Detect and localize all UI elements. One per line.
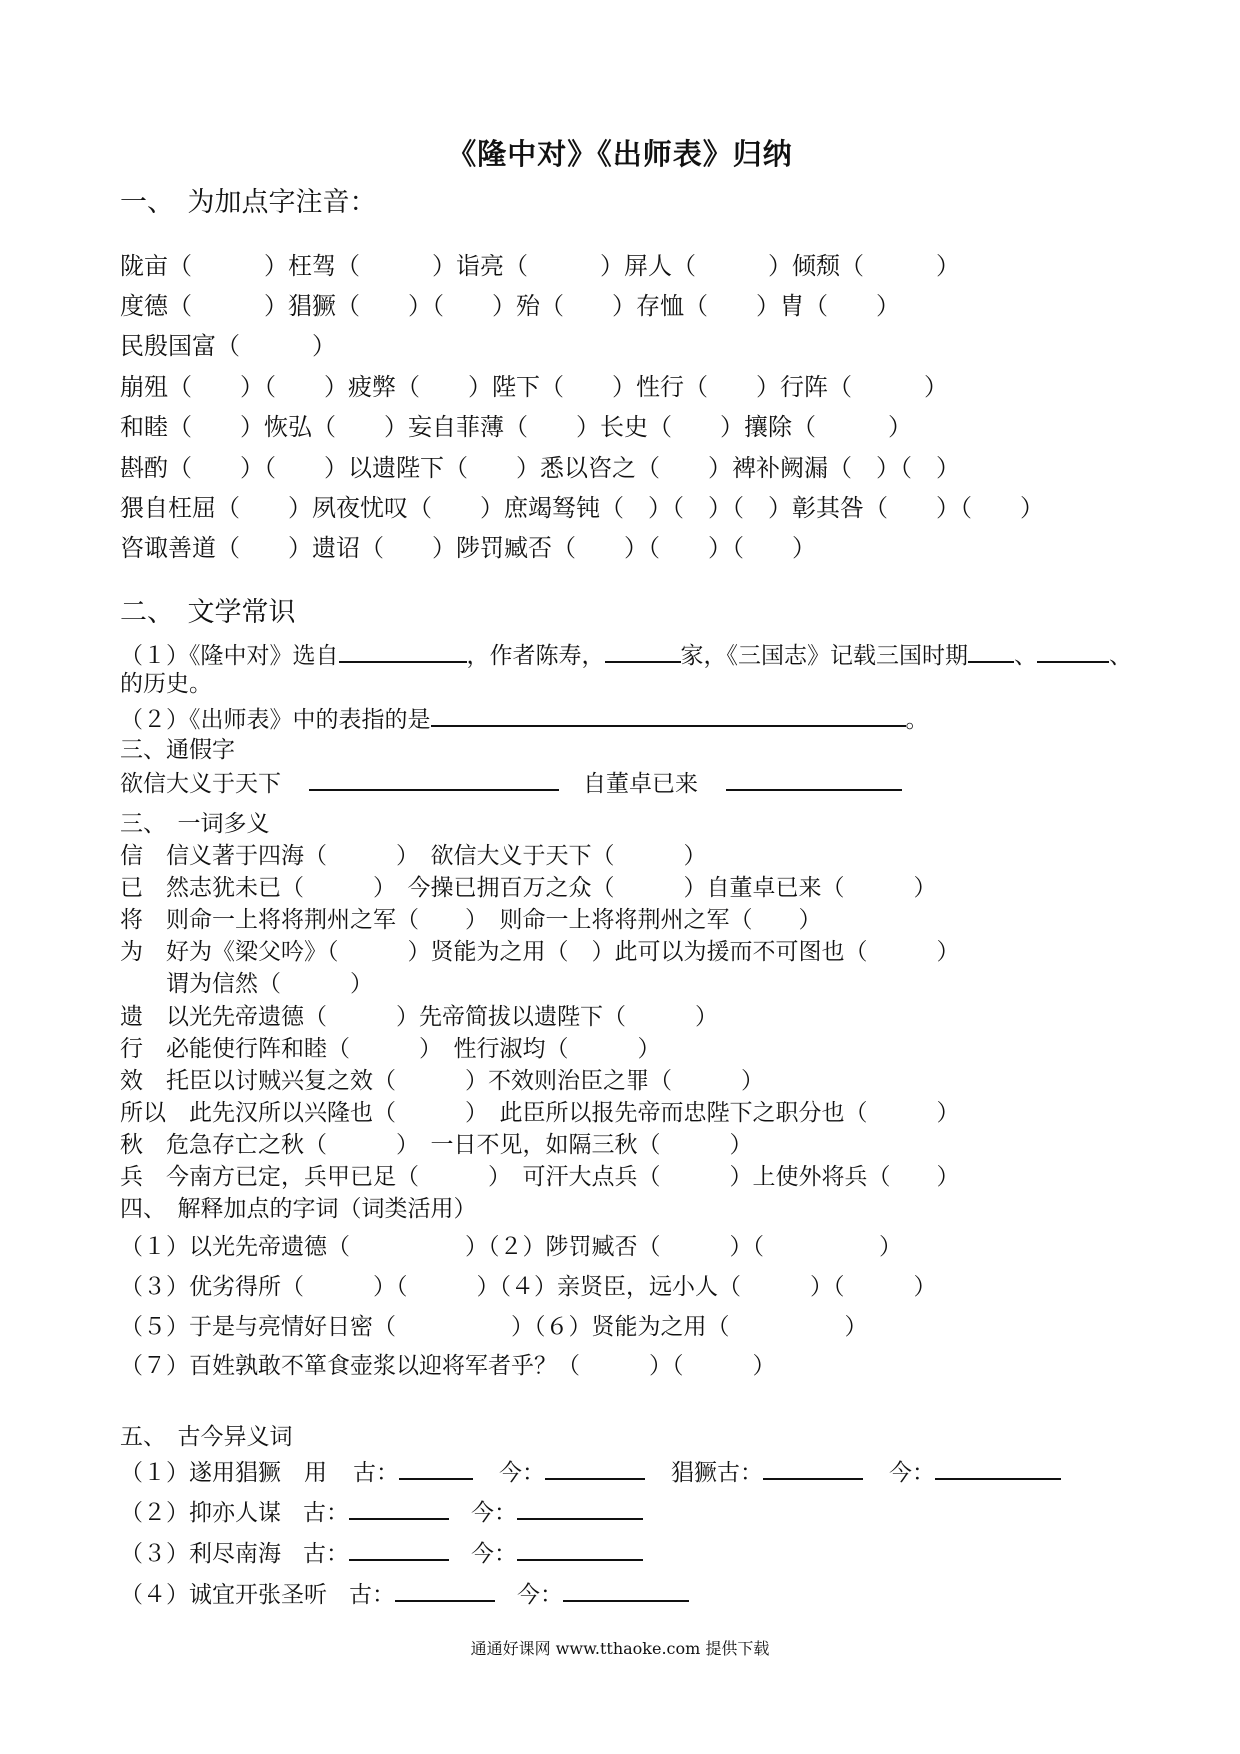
gu-label: 古： <box>353 1460 399 1486</box>
section4-heading: 四、 解释加点的字词（词类活用） <box>120 1196 477 1222</box>
answer-blank[interactable] <box>605 639 681 663</box>
section5-heading: 五、 古今异义词 <box>120 1424 293 1450</box>
phonetic-line-8: 咨诹善道（ ）遗诏（ ）陟罚臧否（ ）（ ）（ ） <box>120 534 816 562</box>
polysemy-line-4: 为 好为《梁父吟》（ ）贤能为之用（ ）此可以为援而不可图也（ ） <box>120 939 960 965</box>
answer-blank[interactable] <box>545 1456 645 1480</box>
literature-item-1-text-d: 、 <box>1014 643 1037 669</box>
phonetic-line-6: 斟酌（ ）（ ）以遗陛下（ ）悉以咨之（ ）裨补阙漏（ ）（ ） <box>120 454 960 482</box>
archaic-item-1-text: （１）遂用猖獗 用 <box>120 1460 327 1486</box>
literature-item-1-text-a: （１）《隆中对》选自 <box>120 643 339 669</box>
polysemy-line-1: 信 信义著于四海（ ） 欲信大义于天下（ ） <box>120 843 707 869</box>
literature-item-1 <box>120 639 1132 671</box>
answer-blank[interactable] <box>968 639 1014 663</box>
gu-label: 古： <box>303 1500 349 1526</box>
jin-label: 今： <box>517 1582 563 1608</box>
literature-item-2 <box>120 703 929 735</box>
archaic-item-2-text: （２）抑亦人谋 <box>120 1500 281 1526</box>
literature-item-1-text-e: 、 <box>1109 643 1132 669</box>
answer-blank[interactable] <box>349 1496 449 1520</box>
answer-blank[interactable] <box>563 1578 689 1602</box>
archaic-item-4-text: （４）诚宜开张圣听 <box>120 1582 327 1608</box>
answer-blank[interactable] <box>517 1496 643 1520</box>
jin-label: 今： <box>889 1460 935 1486</box>
literature-item-2-text-b: 。 <box>905 707 929 733</box>
section3a-heading: 三、通假字 <box>120 737 235 763</box>
polysemy-line-9: 所以 此先汉所以兴隆也（ ） 此臣所以报先帝而忠陛下之职分也（ ） <box>120 1100 960 1126</box>
polysemy-line-3: 将 则命一上将将荆州之军（ ） 则命一上将将荆州之军（ ） <box>120 907 822 933</box>
phonetic-line-1: 陇亩（ ）枉驾（ ）诣亮（ ）屏人（ ）倾颓（ ） <box>120 252 960 280</box>
phonetic-line-2: 度德（ ）猖獗（ ）（ ）殆（ ）存恤（ ）胄（ ） <box>120 292 900 320</box>
explain-line-4: （７）百姓孰敢不箪食壶浆以迎将军者乎？（ ）（ ） <box>120 1353 776 1379</box>
answer-blank[interactable] <box>309 767 559 791</box>
phonetic-line-7: 猥自枉屈（ ）夙夜忧叹（ ）庶竭驽钝（ ）（ ）（ ）彰其咎（ ）（ ） <box>120 494 1044 522</box>
polysemy-line-6: 遗 以光先帝遗德（ ）先帝简拔以遗陛下（ ） <box>120 1004 718 1030</box>
polysemy-line-11: 兵 今南方已定，兵甲已足（ ） 可汗大点兵（ ）上使外将兵（ ） <box>120 1164 960 1190</box>
polysemy-line-5: 谓为信然（ ） <box>120 971 373 997</box>
archaic-item-3-text: （３）利尽南海 <box>120 1541 281 1567</box>
answer-blank[interactable] <box>395 1578 495 1602</box>
tongjia-line <box>120 767 902 799</box>
phonetic-line-4: 崩殂（ ）（ ）疲弊（ ）陛下（ ）性行（ ）行阵（ ） <box>120 373 948 401</box>
page-title: 《隆中对》《出师表》归纳 <box>447 137 793 171</box>
explain-line-2: （３）优劣得所（ ）（ ）（４）亲贤臣，远小人（ ）（ ） <box>120 1274 937 1300</box>
footer-text: 通通好课网 www.tthaoke.com 提供下载 <box>470 1639 770 1658</box>
jin-label: 今： <box>471 1500 517 1526</box>
jin-label: 今： <box>499 1460 545 1486</box>
archaic-item-3 <box>120 1537 643 1569</box>
archaic-item-4 <box>120 1578 689 1610</box>
answer-blank[interactable] <box>517 1537 643 1561</box>
archaic-item-1 <box>120 1456 1061 1488</box>
archaic-item-2 <box>120 1496 643 1528</box>
polysemy-line-7: 行 必能使行阵和睦（ ） 性行淑均（ ） <box>120 1036 661 1062</box>
answer-blank[interactable] <box>399 1456 473 1480</box>
literature-item-1-text-b: ，作者陈寿， <box>466 643 605 669</box>
tongjia-item-b: 自董卓已来 <box>583 771 698 797</box>
phonetic-line-5: 和睦（ ）恢弘（ ）妄自菲薄（ ）长史（ ）攘除（ ） <box>120 413 912 441</box>
phonetic-line-3: 民殷国富（ ） <box>120 332 336 360</box>
literature-item-2-text-a: （２）《出师表》中的表指的是 <box>120 707 431 733</box>
answer-blank[interactable] <box>431 703 906 727</box>
literature-item-1-text-c: 家，《三国志》记载三国时期 <box>680 643 968 669</box>
answer-blank[interactable] <box>1037 639 1109 663</box>
explain-line-1: （１）以光先帝遗德（ ）（２）陟罚臧否（ ）（ ） <box>120 1234 902 1260</box>
section3b-heading: 三、 一词多义 <box>120 811 270 837</box>
polysemy-line-10: 秋 危急存亡之秋（ ） 一日不见，如隔三秋（ ） <box>120 1132 753 1158</box>
tongjia-item-a: 欲信大义于天下 <box>120 771 281 797</box>
literature-item-1-cont: 的历史。 <box>120 671 212 697</box>
polysemy-line-8: 效 托臣以讨贼兴复之效（ ）不效则治臣之罪（ ） <box>120 1068 764 1094</box>
gu-label: 古： <box>349 1582 395 1608</box>
archaic-item-1-extra: 猖獗古： <box>671 1460 763 1486</box>
answer-blank[interactable] <box>763 1456 863 1480</box>
explain-line-3: （５）于是与亮情好日密（ ）（６）贤能为之用（ ） <box>120 1314 868 1340</box>
answer-blank[interactable] <box>349 1537 449 1561</box>
gu-label: 古： <box>303 1541 349 1567</box>
section1-heading: 一、 为加点字注音： <box>120 187 377 218</box>
answer-blank[interactable] <box>935 1456 1061 1480</box>
jin-label: 今： <box>471 1541 517 1567</box>
polysemy-line-2: 已 然志犹未已（ ） 今操已拥百万之众（ ）自董卓已来（ ） <box>120 875 937 901</box>
answer-blank[interactable] <box>726 767 902 791</box>
section2-heading: 二、 文学常识 <box>120 597 296 628</box>
answer-blank[interactable] <box>339 639 467 663</box>
